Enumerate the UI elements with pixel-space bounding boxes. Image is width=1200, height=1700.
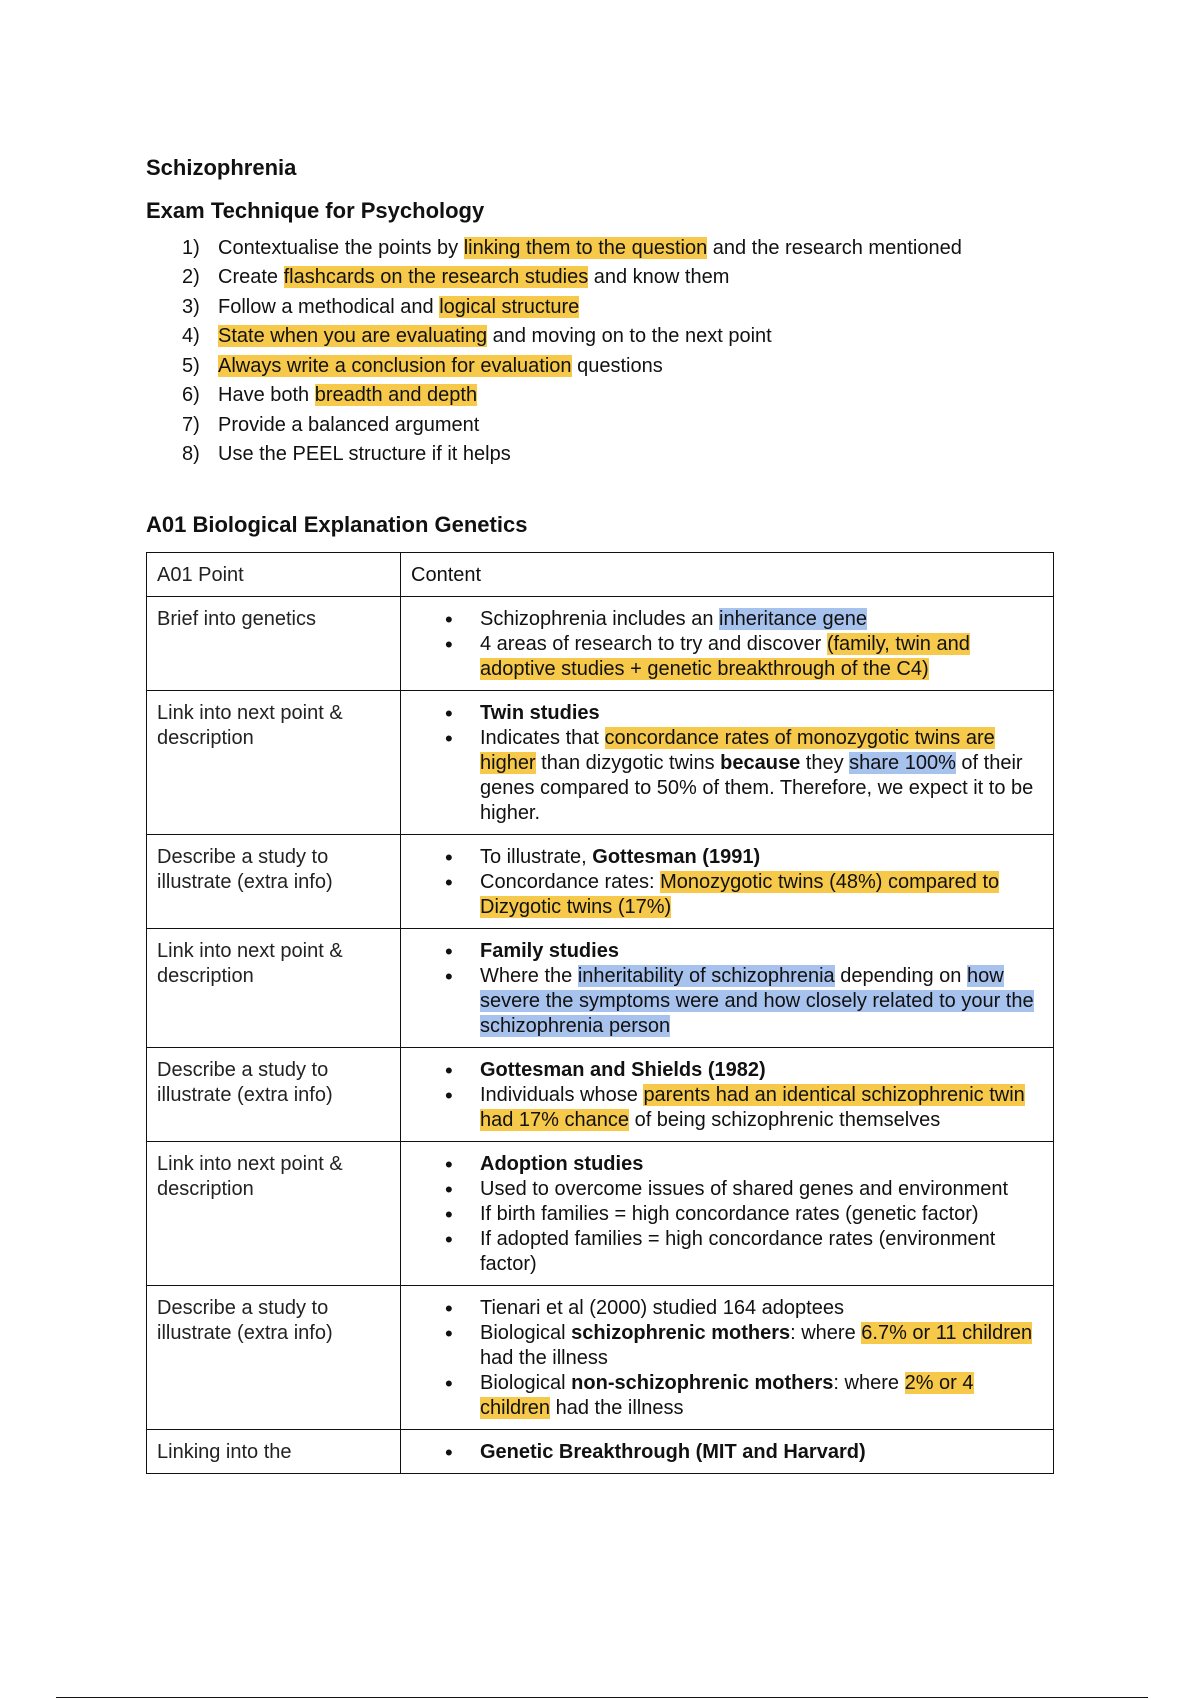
bullet-item [429, 964, 1039, 1039]
text-run: Indicates that [480, 726, 605, 749]
bullet-item [429, 701, 1039, 726]
section-heading: A01 Biological Explanation Genetics [146, 511, 528, 537]
technique-item [182, 263, 1056, 293]
bullet-item [429, 1152, 1039, 1177]
text-run: than dizygotic twins [535, 751, 721, 774]
content-cell [401, 834, 1054, 928]
technique-list [146, 234, 1056, 470]
text-run: and know them [588, 266, 730, 289]
technique-item [182, 293, 1056, 323]
highlight-yellow: logical structure [439, 295, 580, 318]
highlight-yellow: concordance rates of monozygotic twins are higher [480, 726, 995, 774]
bullet-item [429, 607, 1039, 632]
technique-item [182, 411, 1056, 441]
bullet-item [429, 632, 1039, 682]
text-run: If birth families = high concordance rates (genetic factor) [480, 1202, 979, 1225]
highlight-yellow: (family, twin and adoptive studies + genetic breakthrough of the C4) [480, 632, 970, 680]
bold-text: Gottesman and Shields (1982) [480, 1058, 766, 1081]
bold-text: Family studies [480, 939, 619, 962]
text-run: Use the PEEL structure if it helps [218, 443, 511, 466]
bullet-item [429, 1371, 1039, 1421]
bullet-list [429, 845, 1039, 920]
item-number: 4) [182, 325, 200, 348]
point-cell: Describe a study to illustrate (extra info) [147, 834, 401, 928]
highlight-yellow: 2% or 4 children [480, 1371, 974, 1419]
bold-text: schizophrenic mothers [571, 1321, 791, 1344]
bold-text: Twin studies [480, 701, 600, 724]
text-run: Used to overcome issues of shared genes and environment [480, 1177, 1009, 1200]
bold-text: Genetic Breakthrough (MIT and Harvard) [480, 1440, 866, 1463]
document-page [146, 155, 1056, 1474]
bullet-item [429, 1177, 1039, 1202]
bullet-list [429, 1058, 1039, 1133]
text-run: of their genes compared to 50% of them. Therefore, we expect it to be higher. [480, 751, 1034, 824]
point-cell: Link into next point & description [147, 928, 401, 1047]
document-title: Schizophrenia [146, 155, 297, 180]
highlight-yellow: flashcards on the research studies [283, 266, 589, 289]
page-bottom-rule [56, 1697, 1148, 1698]
text-run: and moving on to the next point [487, 325, 772, 348]
bullet-list [429, 1296, 1039, 1421]
item-number: 8) [182, 443, 200, 466]
highlight-yellow: Always write a conclusion for evaluation [218, 354, 572, 377]
bullet-item [429, 870, 1039, 920]
table-row [147, 928, 1054, 1047]
bold-text: because [720, 751, 801, 774]
item-number: 1) [182, 236, 200, 259]
text-run: Tienari et al (2000) studied 164 adoptees [480, 1296, 844, 1319]
bullet-item [429, 845, 1039, 870]
point-cell: Linking into the [147, 1429, 401, 1473]
table-row [147, 834, 1054, 928]
text-run: Biological [480, 1371, 572, 1394]
technique-item [182, 322, 1056, 352]
highlight-yellow: Monozygotic twins (48%) compared to Dizygotic twins (17%) [480, 870, 1000, 918]
text-run: depending on [834, 964, 967, 987]
highlight-yellow: linking them to the question [463, 236, 708, 259]
text-run: had the illness [480, 1346, 608, 1369]
text-run: Schizophrenia includes an [480, 607, 720, 630]
content-cell [401, 1285, 1054, 1429]
content-cell [401, 1141, 1054, 1285]
text-run: 4 areas of research to try and discover [480, 632, 827, 655]
text-run: Create [218, 266, 284, 289]
text-run: : where [833, 1371, 905, 1394]
item-number: 5) [182, 354, 200, 377]
text-run: : where [790, 1321, 862, 1344]
bullet-list [429, 701, 1039, 826]
bullet-item [429, 1296, 1039, 1321]
point-cell: Link into next point & description [147, 1141, 401, 1285]
bold-text: Gottesman (1991) [592, 845, 761, 868]
point-cell: Link into next point & description [147, 690, 401, 834]
table-row [147, 1141, 1054, 1285]
text-run: they [800, 751, 850, 774]
item-number: 6) [182, 384, 200, 407]
content-cell [401, 690, 1054, 834]
text-run: Concordance rates: [480, 870, 661, 893]
bold-text: Adoption studies [480, 1152, 644, 1175]
text-run: Follow a methodical and [218, 295, 440, 318]
bullet-item [429, 1083, 1039, 1133]
bullet-list [429, 939, 1039, 1039]
text-run: of being schizophrenic themselves [629, 1108, 941, 1131]
table-row [147, 596, 1054, 690]
highlight-yellow: State when you are evaluating [218, 325, 488, 348]
bullet-item [429, 1202, 1039, 1227]
text-run: questions [571, 354, 663, 377]
content-cell [401, 1047, 1054, 1141]
bullet-item [429, 1058, 1039, 1083]
text-run: If adopted families = high concordance rates (environment factor) [480, 1227, 996, 1275]
text-run: Individuals whose [480, 1083, 644, 1106]
table-header-row [147, 552, 1054, 596]
text-run: had the illness [550, 1396, 684, 1419]
content-cell [401, 928, 1054, 1047]
text-run: Contextualise the points by [218, 236, 464, 259]
highlight-blue: how severe the symptoms were and how closely related to your the schizophrenia person [480, 964, 1034, 1037]
bullet-item [429, 1227, 1039, 1277]
technique-item [182, 381, 1056, 411]
text-run: and the research mentioned [707, 236, 962, 259]
item-number: 7) [182, 413, 200, 436]
highlight-yellow: breadth and depth [314, 384, 478, 407]
table-row [147, 1429, 1054, 1473]
highlight-blue: inheritability of schizophrenia [577, 964, 835, 987]
technique-heading: Exam Technique for Psychology [146, 198, 485, 224]
highlight-yellow: 6.7% or 11 children [861, 1321, 1033, 1344]
highlight-blue: share 100% [849, 751, 956, 774]
point-cell: Describe a study to illustrate (extra info) [147, 1047, 401, 1141]
point-cell: Brief into genetics [147, 596, 401, 690]
bullet-item [429, 1321, 1039, 1371]
text-run: Provide a balanced argument [218, 413, 480, 436]
text-run: To illustrate, [480, 845, 593, 868]
item-number: 2) [182, 266, 200, 289]
content-cell [401, 1429, 1054, 1473]
technique-item [182, 234, 1056, 264]
text-run: Have both [218, 384, 315, 407]
bullet-list [429, 607, 1039, 682]
table-row [147, 1047, 1054, 1141]
table-row [147, 690, 1054, 834]
item-number: 3) [182, 295, 200, 318]
bullet-item [429, 1440, 1039, 1465]
bullet-item [429, 726, 1039, 826]
bullet-list [429, 1152, 1039, 1277]
bullet-item [429, 939, 1039, 964]
bold-text: non-schizophrenic mothers [571, 1371, 834, 1394]
content-cell [401, 596, 1054, 690]
text-run: Where the [480, 964, 578, 987]
bullet-list [429, 1440, 1039, 1465]
technique-item [182, 440, 1056, 470]
header-point: A01 Point [147, 552, 401, 596]
highlight-yellow: parents had an identical schizophrenic twin had 17% chance [480, 1083, 1025, 1131]
highlight-blue: inheritance gene [719, 607, 867, 630]
table-row [147, 1285, 1054, 1429]
technique-item [182, 352, 1056, 382]
point-cell: Describe a study to illustrate (extra info) [147, 1285, 401, 1429]
header-content: Content [401, 552, 1054, 596]
a01-table [146, 552, 1054, 1474]
text-run: Biological [480, 1321, 572, 1344]
